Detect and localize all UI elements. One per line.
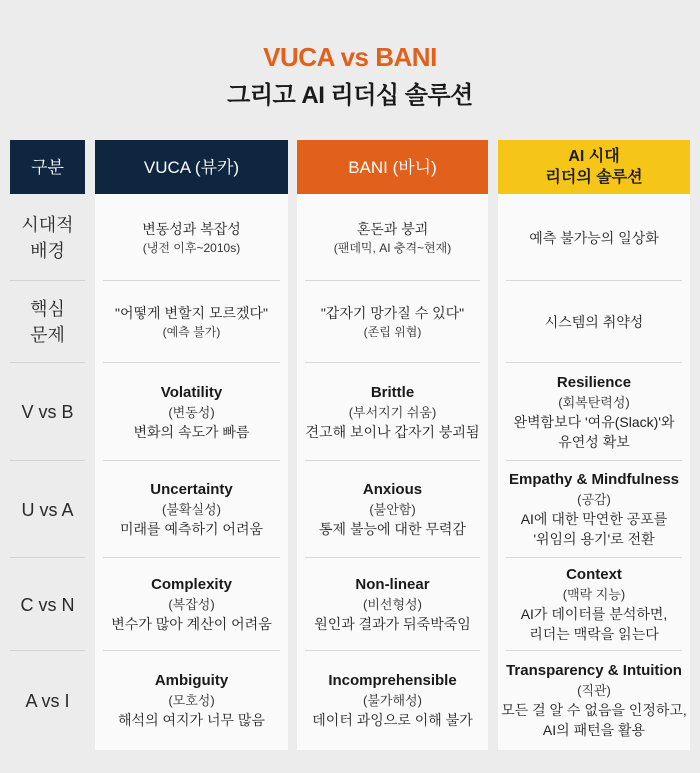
ai-cell-problem bbox=[498, 281, 690, 363]
cell-term-ko: (모호성) bbox=[168, 693, 215, 708]
cell-desc-line1: AI에 대한 막연한 공포를 bbox=[520, 511, 668, 527]
cell-term-en: Brittle bbox=[370, 383, 415, 401]
bani-cell-anxious bbox=[297, 461, 488, 558]
row-label-problem bbox=[10, 281, 85, 363]
cell-term-en: Resilience bbox=[556, 373, 632, 391]
cell-desc: 미래를 예측하기 어려움 bbox=[119, 521, 264, 537]
cell-desc: 데이터 과잉으로 이해 불가 bbox=[312, 712, 473, 728]
ai-solution-column bbox=[498, 140, 690, 750]
row-label: V vs B bbox=[21, 402, 74, 422]
cell-desc-line1: AI가 데이터를 분석하면, bbox=[520, 606, 668, 622]
cell-term-en: Empathy & Mindfulness bbox=[508, 471, 680, 488]
cell-term-ko: (공감) bbox=[577, 492, 611, 507]
row-label-u-a bbox=[10, 461, 85, 558]
label-column bbox=[10, 140, 85, 750]
header-label: 구분 bbox=[10, 140, 85, 194]
row-label-background bbox=[10, 194, 85, 281]
row-label: C vs N bbox=[20, 594, 75, 615]
row-label-line1: 핵심 bbox=[30, 299, 65, 319]
cell-term-ko: (맥락 지능) bbox=[562, 587, 626, 602]
row-label-c-n bbox=[10, 558, 85, 651]
title-main: VUCA vs BANI bbox=[263, 42, 437, 72]
cell-term-en: Context bbox=[566, 566, 622, 583]
ai-cell-background bbox=[498, 194, 690, 281]
cell-term-en: Non-linear bbox=[355, 576, 430, 593]
bani-cell-incomprehensible bbox=[297, 651, 488, 750]
cell-term-en: Transparency & Intuition bbox=[506, 662, 682, 679]
cell-main: 예측 불가능의 일상화 bbox=[529, 229, 659, 246]
cell-term-ko: (불가해성) bbox=[363, 693, 422, 708]
bani-cell-background bbox=[297, 194, 488, 281]
ai-cell-transparency bbox=[498, 651, 690, 750]
row-label-line2: 배경 bbox=[30, 240, 65, 261]
cell-sub: (존립 위협) bbox=[363, 325, 422, 339]
cell-term-ko: (부서지기 쉬움) bbox=[348, 404, 437, 420]
cell-term-ko: (불확실성) bbox=[162, 502, 221, 517]
page-title bbox=[0, 40, 700, 112]
cell-sub: (팬데믹, AI 충격~현재) bbox=[333, 240, 452, 255]
vuca-column bbox=[95, 140, 288, 750]
bani-cell-brittle bbox=[297, 363, 488, 461]
vuca-cell-complexity bbox=[95, 558, 288, 651]
row-label-line1: 시대적 bbox=[21, 214, 74, 235]
cell-desc: 변수가 많아 계산이 어려움 bbox=[111, 616, 272, 632]
vuca-cell-problem bbox=[95, 281, 288, 363]
cell-desc-line1: 완벽함보다 '여유(Slack)'와 bbox=[513, 413, 675, 430]
vuca-cell-ambiguity bbox=[95, 651, 288, 750]
cell-desc: 통제 불능에 대한 무력감 bbox=[319, 521, 466, 537]
cell-desc-line2: '위임의 용기'로 전환 bbox=[533, 531, 655, 547]
header-ai-line2: 리더의 솔루션 bbox=[545, 169, 643, 186]
cell-term-en: Volatility bbox=[160, 383, 223, 401]
cell-term-ko: (변동성) bbox=[168, 404, 215, 420]
cell-main: 시스템의 취약성 bbox=[544, 314, 644, 330]
bani-cell-non-linear bbox=[297, 558, 488, 651]
cell-desc-line2: AI의 패턴을 활용 bbox=[542, 722, 646, 738]
cell-term-ko: (복잡성) bbox=[168, 597, 215, 612]
ai-cell-context bbox=[498, 558, 690, 651]
cell-term-ko: (회복탄력성) bbox=[558, 394, 630, 410]
header-bani: BANI (바니) bbox=[297, 140, 488, 194]
ai-cell-empathy bbox=[498, 461, 690, 558]
cell-term-ko: (직관) bbox=[577, 683, 611, 698]
bani-cell-problem bbox=[297, 281, 488, 363]
cell-desc: 변화의 속도가 빠름 bbox=[133, 423, 250, 440]
vuca-cell-background bbox=[95, 194, 288, 281]
header-vuca: VUCA (뷰카) bbox=[95, 140, 288, 194]
row-label-v-b bbox=[10, 363, 85, 461]
row-label: A vs I bbox=[25, 690, 70, 711]
cell-term-en: Uncertainty bbox=[150, 481, 233, 498]
vuca-cell-volatility bbox=[95, 363, 288, 461]
cell-main: 변동성과 복잡성 bbox=[142, 220, 241, 237]
bani-column bbox=[297, 140, 488, 750]
cell-main: 혼돈과 붕괴 bbox=[356, 220, 429, 237]
cell-desc: 견고해 보이나 갑자기 붕괴됨 bbox=[305, 423, 480, 440]
row-label: U vs A bbox=[21, 499, 74, 520]
cell-desc-line2: 리더는 맥락을 읽는다 bbox=[529, 626, 659, 642]
cell-main: "갑자기 망가질 수 있다" bbox=[320, 305, 465, 321]
row-label-line2: 문제 bbox=[30, 325, 65, 345]
cell-desc-line2: 유연성 확보 bbox=[558, 433, 630, 450]
cell-term-en: Anxious bbox=[362, 481, 423, 498]
cell-sub: (예측 불가) bbox=[162, 325, 221, 339]
cell-desc: 해석의 여지가 너무 많음 bbox=[118, 712, 265, 728]
cell-main: "어떻게 변할지 모르겠다" bbox=[115, 305, 268, 321]
cell-term-en: Complexity bbox=[151, 576, 232, 593]
cell-desc-line1: 모든 걸 알 수 없음을 인정하고, bbox=[501, 702, 687, 718]
header-ai-line1: AI 시대 bbox=[568, 148, 620, 165]
title-sub: 그리고 AI 리더십 솔루션 bbox=[227, 82, 473, 109]
cell-desc: 원인과 결과가 뒤죽박죽임 bbox=[314, 616, 471, 632]
header-ai-solution bbox=[498, 140, 690, 194]
cell-term-en: Incomprehensible bbox=[328, 672, 457, 689]
cell-term-ko: (비선형성) bbox=[363, 597, 422, 612]
vuca-cell-uncertainty bbox=[95, 461, 288, 558]
ai-cell-resilience bbox=[498, 363, 690, 461]
cell-term-en: Ambiguity bbox=[154, 672, 229, 689]
cell-sub: (냉전 이후~2010s) bbox=[142, 240, 241, 255]
row-label-a-i bbox=[10, 651, 85, 750]
cell-term-ko: (불안함) bbox=[369, 502, 416, 517]
